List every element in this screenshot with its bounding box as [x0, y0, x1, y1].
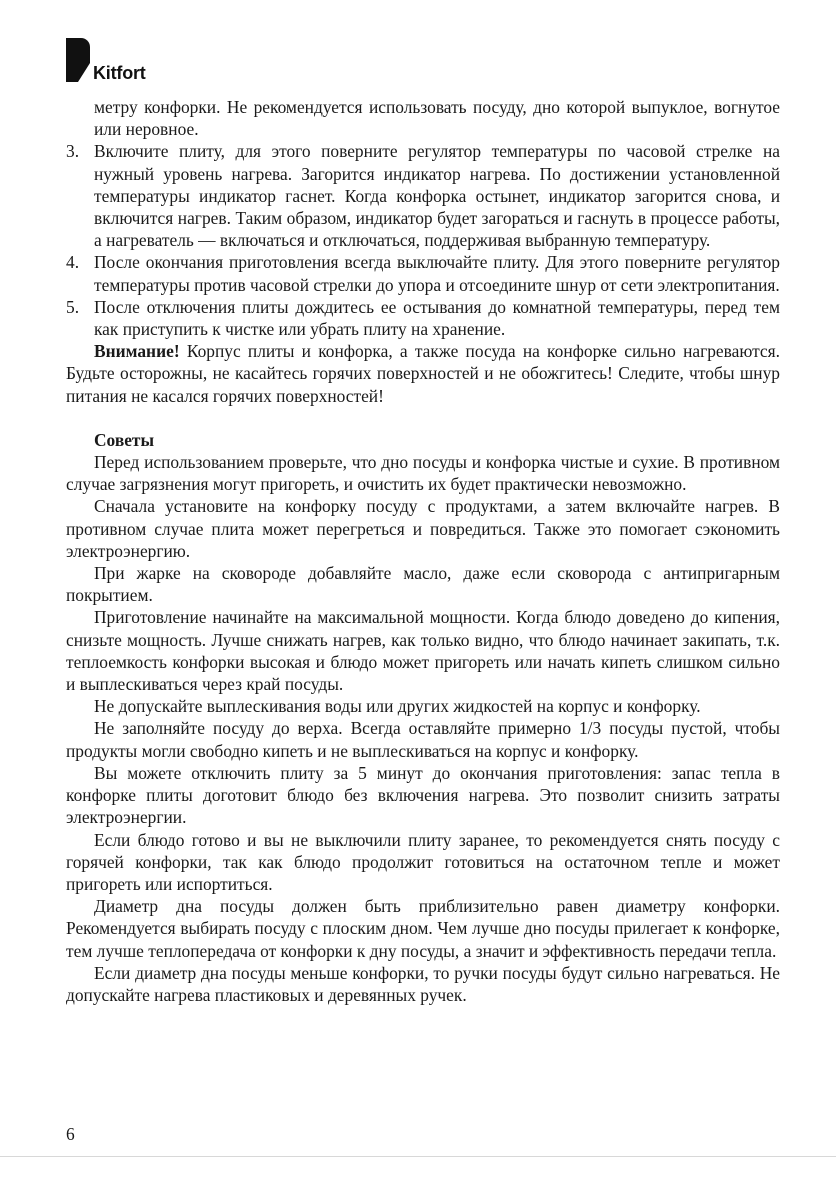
tip-paragraph: Приготовление начинайте на максимальной мощности. Когда блюдо доведено до кипения, снизьте мощность. Лучше снижать нагрев, как только видно, что блюдо начинает закипать, т.к. теплоемкость конфорки высокая и блюдо может пригореть или начать кипеть слишком сильно и выплескиваться через край посуды. — [66, 607, 780, 695]
tip-paragraph: Не допускайте выплескивания воды или других жидкостей на корпус и конфорку. — [94, 696, 701, 717]
tip-paragraph: Не заполняйте посуду до верха. Всегда оставляйте примерно 1/3 посуды пустой, чтобы продукты могли свободно кипеть и не выплескиваться на корпус и конфорку. — [66, 718, 780, 761]
tip-paragraph: Если диаметр дна посуды меньше конфорки, то ручки посуды будут сильно нагреваться. Не допускайте нагрева пластиковых и деревянных ручек. — [66, 962, 780, 1005]
warning-label: Внимание! — [94, 341, 180, 362]
step-text: После окончания приготовления всегда выключайте плиту. Для этого поверните регулятор температуры против часовой стрелки до упора и отсоедините шнур от сети электропитания. — [94, 252, 780, 295]
section-spacer — [66, 407, 780, 429]
kitfort-logo — [66, 38, 186, 88]
step-number: 5. — [66, 296, 80, 317]
page-content — [66, 96, 780, 1006]
step-text: После отключения плиты дождитесь ее остывания до комнатной температуры, перед тем как приступить к чистке или убрать плиту на хранение. — [94, 296, 780, 340]
tip-paragraph: При жарке на сковороде добавляйте масло, даже если сковорода с антипригарным покрытием. — [66, 563, 780, 606]
page-number: 6 — [66, 1124, 75, 1144]
step-text: Включите плиту, для этого поверните регулятор температуры по часовой стрелке на нужный уровень нагрева. Загорится индикатор нагрева. По достижении установленной температуры индикатор гаснет. Когда конфорка остынет, индикатор загорится снова, и включится нагрев. Таким образом, индикатор будет загораться и гаснуть в процессе работы, а нагреватель — включаться и отключаться, поддерживая выбранную температуру. — [94, 141, 780, 251]
step-number: 3. — [66, 141, 80, 162]
brand-name: Kitfort — [93, 63, 146, 83]
page-divider — [0, 1156, 836, 1157]
tip-paragraph: Вы можете отключить плиту за 5 минут до окончания приготовления: запас тепла в конфорке плиты доготовит блюдо без включения нагрева. Это позволит снизить затраты электроэнергии. — [66, 762, 780, 828]
tip-paragraph: Перед использованием проверьте, что дно посуды и конфорка чистые и сухие. В противном случае загрязнения могут пригореть, и очистить их будет практически невозможно. — [66, 452, 780, 495]
step-item — [66, 140, 780, 251]
tips-heading: Советы — [94, 429, 155, 450]
tip-paragraph: Сначала установите на конфорку посуду с продуктами, а затем включайте нагрев. В противном случае плита может перегреться и повредиться. Также это помогает сэкономить электроэнергию. — [66, 496, 780, 561]
step-item — [66, 296, 780, 340]
kitfort-logo-mark — [66, 38, 90, 82]
step-number: 4. — [66, 252, 80, 273]
step-continuation: метру конфорки. Не рекомендуется использовать посуду, дно которой выпуклое, вогнутое или неровное. — [94, 97, 780, 140]
tip-paragraph: Если блюдо готово и вы не выключили плиту заранее, то рекомендуется снять посуду с горячей конфорки, так как блюдо продолжит готовиться на остаточном тепле и может пригореть или испортиться. — [66, 829, 780, 894]
tip-paragraph: Диаметр дна посуды должен быть приблизительно равен диаметру конфорки. Рекомендуется выбирать посуду с плоским дном. Чем лучше дно посуды прилегает к конфорке, тем лучше теплопередача от конфорки к дну посуды, а значит и эффективность передачи тепла. — [66, 896, 780, 961]
step-item — [66, 251, 780, 295]
warning-text: Корпус плиты и конфорка, а также посуда на конфорке сильно нагреваются. Будьте осторожны, не касайтесь горячих поверхностей и не обожгитесь! Следите, чтобы шнур питания не касался горячих поверхностей! — [66, 341, 780, 406]
warning-paragraph — [66, 340, 780, 407]
